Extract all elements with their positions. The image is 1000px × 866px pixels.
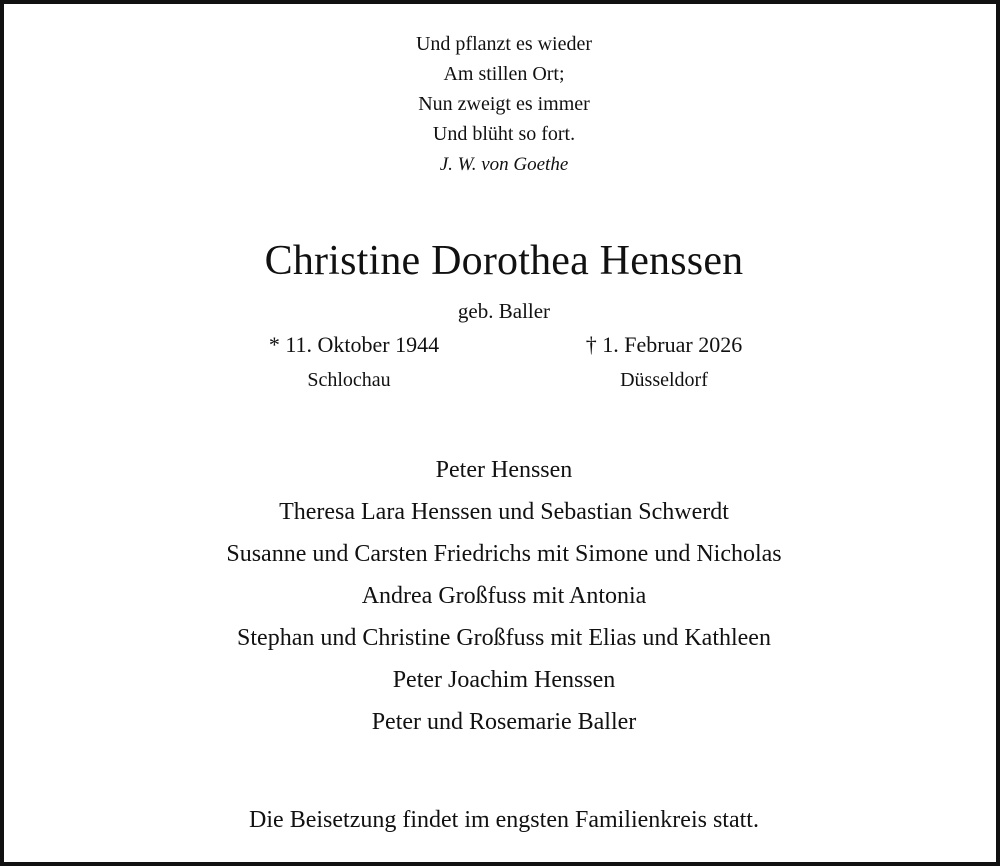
deceased-name: Christine Dorothea Henssen xyxy=(264,238,744,284)
birth-date: * 11. Oktober 1944 xyxy=(268,332,440,357)
poem-line-3: Nun zweigt es immer xyxy=(418,93,590,115)
poem-line-4: Und blüht so fort. xyxy=(432,123,576,145)
birth-place: Schlochau xyxy=(307,369,391,391)
mourner-line: Peter Henssen xyxy=(435,457,573,483)
mourner-line: Andrea Großfuss mit Antonia xyxy=(361,583,647,609)
mourner-line: Stephan und Christine Großfuss mit Elias und Kathleen xyxy=(237,625,771,651)
death-place: Düsseldorf xyxy=(620,369,708,391)
mourner-line: Peter Joachim Henssen xyxy=(392,667,616,693)
death-date: † 1. Februar 2026 xyxy=(585,332,743,357)
mourner-line: Theresa Lara Henssen und Sebastian Schwerdt xyxy=(279,499,729,525)
maiden-name: geb. Baller xyxy=(457,299,551,323)
poem-author: J. W. von Goethe xyxy=(439,154,569,175)
poem-line-1: Und pflanzt es wieder xyxy=(415,33,593,55)
mourner-line: Susanne und Carsten Friedrichs mit Simone und Nicholas xyxy=(226,541,782,567)
burial-notice: Die Beisetzung findet im engsten Familienkreis statt. xyxy=(249,807,759,833)
poem-line-2: Am stillen Ort; xyxy=(443,63,565,85)
mourner-line: Peter und Rosemarie Baller xyxy=(371,709,637,735)
